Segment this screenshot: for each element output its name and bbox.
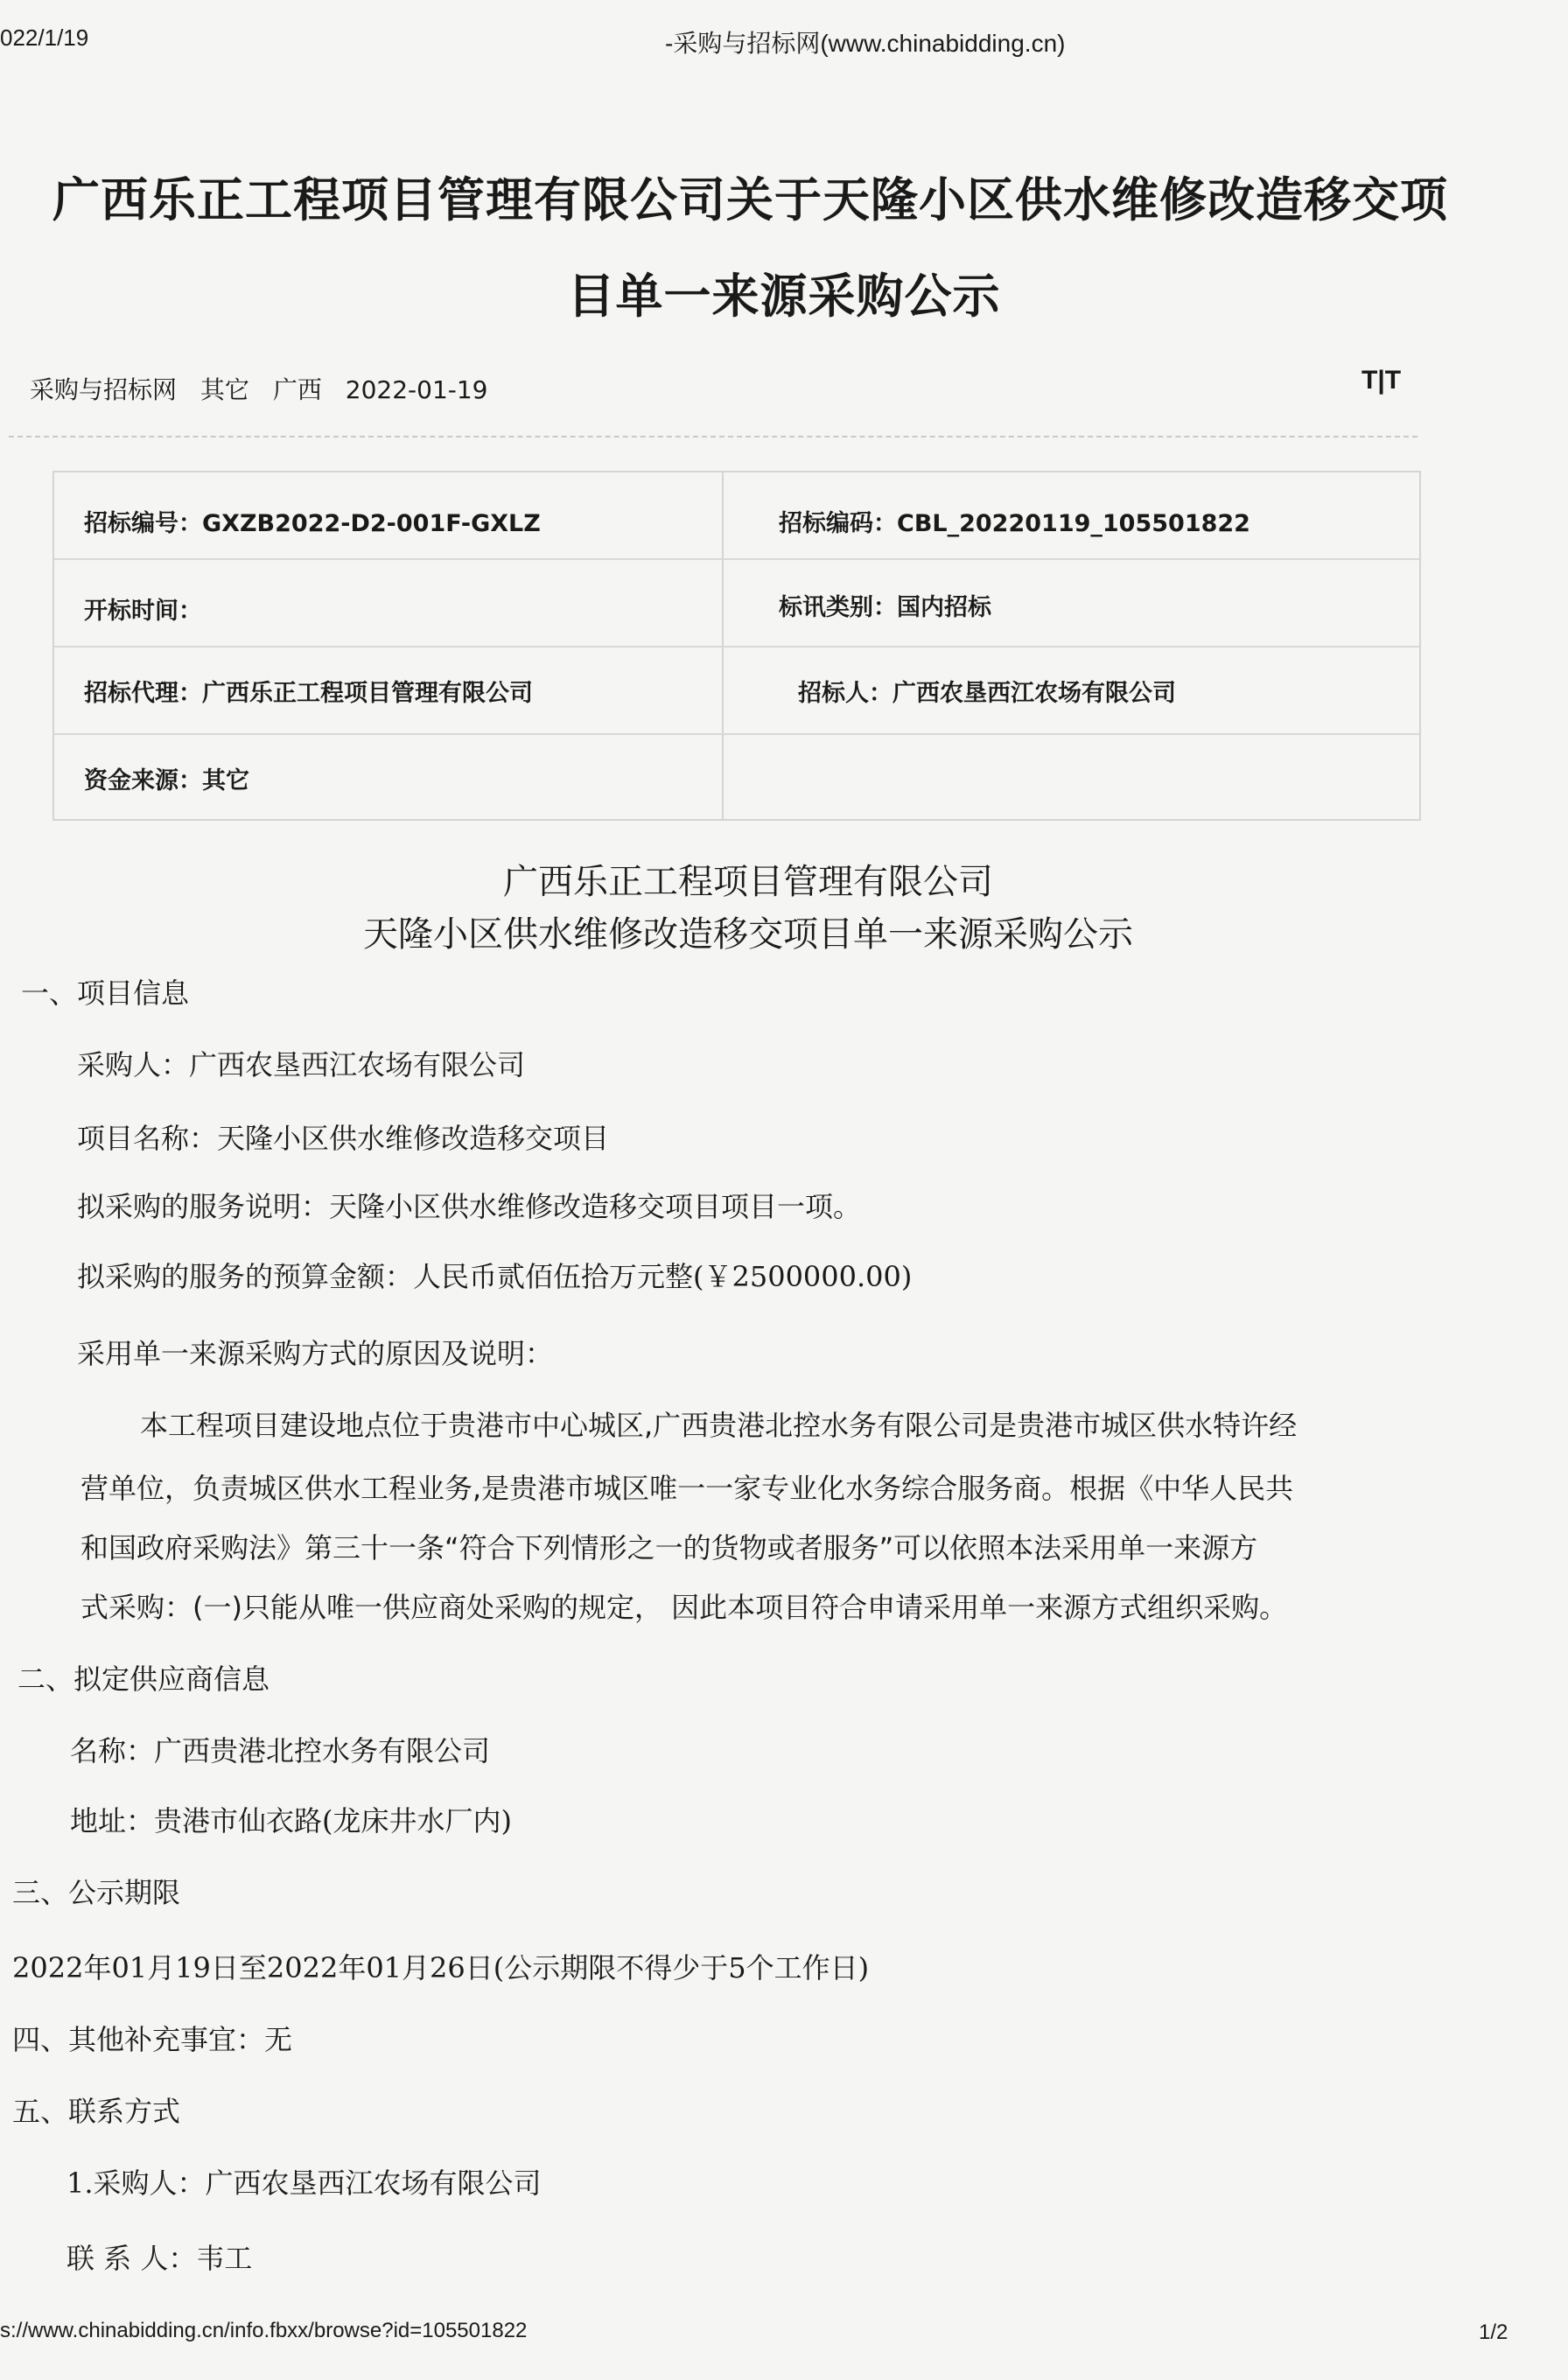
footer-url[interactable]: s://www.chinabidding.cn/info.fbxx/browse?id=105501822 (0, 2319, 528, 2342)
contact-person: 联 系 人：韦工 (66, 2242, 253, 2275)
page-title-line1: 广西乐正工程项目管理有限公司关于天隆小区供水维修改造移交项 (52, 172, 1448, 228)
table-divider (54, 558, 1419, 560)
service-description: 拟采购的服务说明：天隆小区供水维修改造移交项目项目一项。 (77, 1190, 862, 1223)
bid-number: 招标编号：GXZB2022-D2-001F-GXLZ (84, 510, 541, 537)
bid-agent: 招标代理：广西乐正工程项目管理有限公司 (84, 680, 533, 707)
supplier-name: 名称：广西贵港北控水务有限公司 (70, 1734, 491, 1768)
purchaser: 采购人：广西农垦西江农场有限公司 (77, 1048, 526, 1082)
table-divider (54, 646, 1419, 648)
tenderer: 招标人：广西农垦西江农场有限公司 (798, 680, 1176, 707)
reason-line-1: 本工程项目建设地点位于贵港市中心城区,广西贵港北控水务有限公司是贵港市城区供水特许经 (140, 1409, 1298, 1442)
font-size-toggle[interactable]: T|T (1362, 366, 1402, 395)
section-3-heading: 三、公示期限 (12, 1876, 181, 1909)
bid-code: 招标编码：CBL_20220119_105501822 (779, 510, 1250, 537)
body-heading-company: 广西乐正工程项目管理有限公司 (503, 862, 993, 902)
reason-line-3: 和国政府采购法》第三十一条“符合下列情形之一的货物或者服务”可以依照本法采用单一来源方 (80, 1531, 1258, 1564)
bid-info-table (52, 471, 1421, 821)
open-time: 开标时间： (84, 598, 202, 625)
bid-category: 标讯类别：国内招标 (779, 594, 991, 621)
page-number: 1/2 (1479, 2320, 1508, 2344)
notice-period: 2022年01月19日至2022年01月26日(公示期限不得少于5个工作日) (12, 1951, 870, 1984)
fund-source: 资金来源：其它 (84, 767, 249, 794)
section-2-heading: 二、拟定供应商信息 (18, 1662, 270, 1696)
contact-purchaser: 1.采购人：广西农垦西江农场有限公司 (66, 2166, 542, 2200)
meta-date: 2022-01-19 (345, 375, 488, 404)
section-5-heading: 五、联系方式 (12, 2095, 181, 2128)
print-site-title: -采购与招标网(www.chinabidding.cn) (665, 30, 1066, 57)
divider (9, 436, 1418, 438)
meta-source[interactable]: 采购与招标网 (30, 375, 178, 404)
project-name: 项目名称：天隆小区供水维修改造移交项目 (77, 1122, 610, 1155)
section-1-heading: 一、项目信息 (21, 976, 190, 1010)
section-4-heading: 四、其他补充事宜：无 (12, 2023, 293, 2056)
supplier-address: 地址：贵港市仙衣路(龙床井水厂内) (70, 1804, 512, 1838)
page-title-line2: 目单一来源采购公示 (567, 269, 1001, 324)
table-divider (54, 733, 1419, 735)
reason-heading: 采用单一来源采购方式的原因及说明： (77, 1337, 554, 1370)
reason-line-2: 营单位，负责城区供水工程业务,是贵港市城区唯一一家专业化水务综合服务商。根据《中华人民共 (80, 1472, 1294, 1505)
reason-line-4: 式采购：(一)只能从唯一供应商处采购的规定， 因此本项目符合申请采用单一来源方式组织采购。 (80, 1591, 1288, 1624)
meta-category: 其它 (200, 375, 249, 404)
body-heading-project: 天隆小区供水维修改造移交项目单一来源采购公示 (363, 914, 1133, 955)
print-date: 022/1/19 (0, 24, 89, 51)
budget-amount: 拟采购的服务的预算金额：人民币贰佰伍拾万元整(￥2500000.00) (77, 1260, 913, 1293)
meta-row (30, 371, 504, 406)
meta-region: 广西 (272, 375, 322, 404)
